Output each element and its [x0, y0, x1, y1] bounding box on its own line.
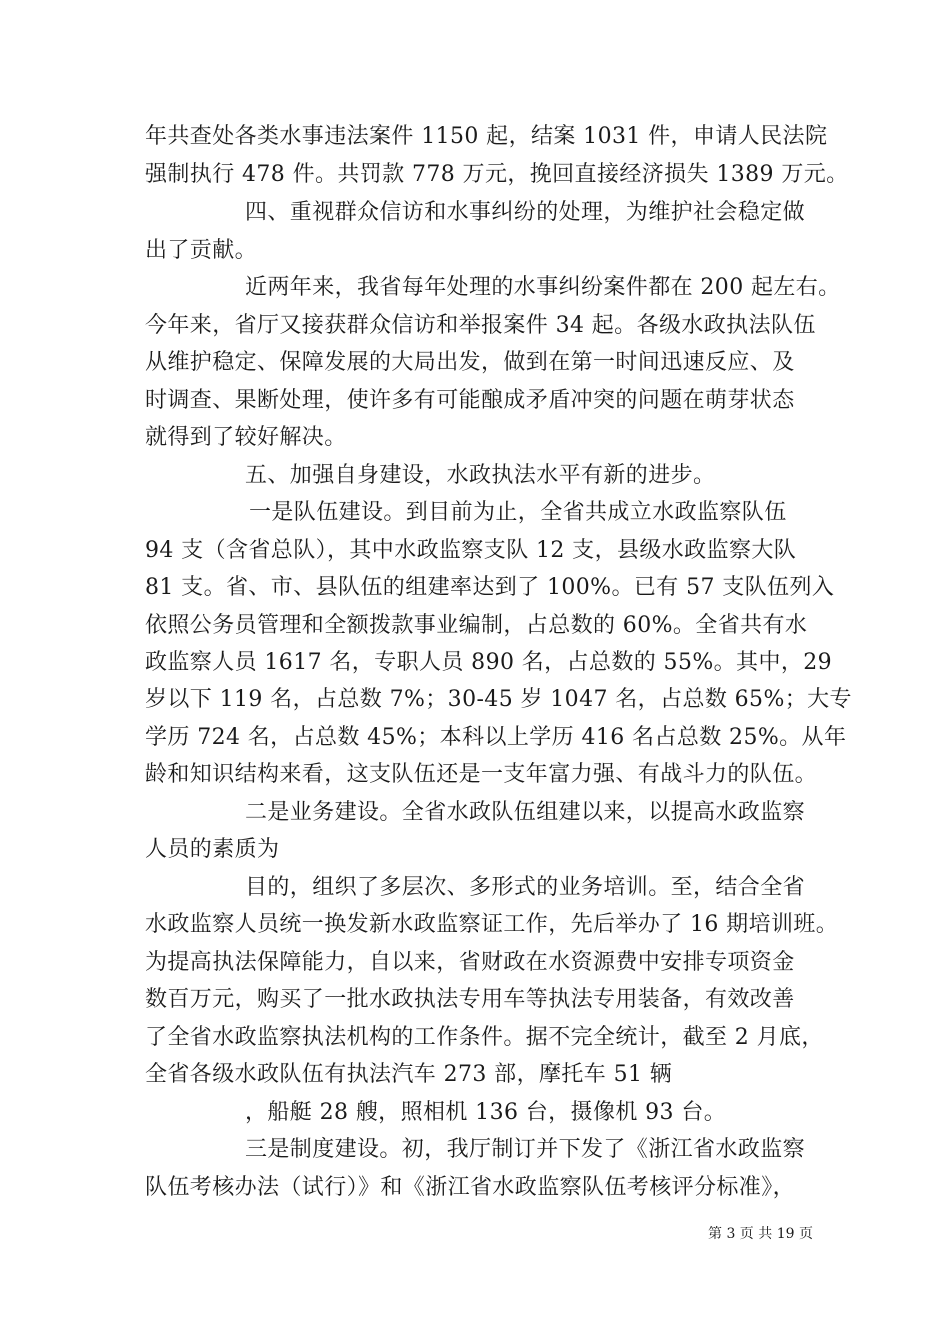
text-line: 政监察人员 1617 名，专职人员 890 名，占总数的 55%。其中，29 — [145, 650, 833, 675]
text-line: 水政监察人员统一换发新水政监察证工作，先后举办了 16 期培训班。 — [145, 912, 839, 937]
text-line: 年共查处各类水事违法案件 1150 起，结案 1031 件，申请人民法院 — [145, 124, 828, 149]
text-line: 94 支（含省总队），其中水政监察支队 12 支，县级水政监察大队 — [145, 538, 797, 563]
text-line: 学历 724 名，占总数 45%；本科以上学历 416 名占总数 25%。从年 — [145, 725, 847, 750]
text-line: 数百万元，购买了一批水政执法专用车等执法专用装备，有效改善 — [145, 987, 795, 1012]
text-line: 近两年来，我省每年处理的水事纠纷案件都在 200 起左右。 — [245, 275, 841, 300]
text-line: 人员的素质为 — [145, 837, 280, 862]
text-line: 强制执行 478 件。共罚款 778 万元，挽回直接经济损失 1389 万元。 — [145, 162, 849, 187]
text-line: 三是制度建设。初，我厅制订并下发了《浙江省水政监察 — [245, 1137, 806, 1162]
text-line: 了全省水政监察执法机构的工作条件。据不完全统计，截至 2 月底， — [145, 1025, 824, 1050]
text-line: 二是业务建设。全省水政队伍组建以来，以提高水政监察 — [245, 800, 806, 825]
text-line: 四、重视群众信访和水事纠纷的处理，为维护社会稳定做 — [245, 200, 806, 225]
text-line: 队伍考核办法（试行）》和《浙江省水政监察队伍考核评分标准》， — [145, 1175, 796, 1200]
text-line: 五、加强自身建设，水政执法水平有新的进步。 — [245, 463, 716, 488]
text-line: 就得到了较好解决。 — [145, 425, 347, 450]
text-line: 依照公务员管理和全额拨款事业编制，占总数的 60%。全省共有水 — [145, 613, 808, 638]
text-line: 目的，组织了多层次、多形式的业务培训。至，结合全省 — [245, 875, 806, 900]
text-line: 时调查、果断处理，使许多有可能酿成矛盾冲突的问题在萌芽状态 — [145, 388, 795, 413]
text-line: 一是队伍建设。到目前为止，全省共成立水政监察队伍 — [249, 500, 787, 525]
text-line: 岁以下 119 名，占总数 7%；30-45 岁 1047 名，占总数 65%；大专 — [145, 687, 852, 712]
page-number: 第 3 页 共 19 页 — [708, 1226, 813, 1242]
text-line: 从维护稳定、保障发展的大局出发，做到在第一时间迅速反应、及 — [145, 350, 795, 375]
text-line: 今年来，省厅又接获群众信访和举报案件 34 起。各级水政执法队伍 — [145, 313, 816, 338]
text-line: 为提高执法保障能力，自以来，省财政在水资源费中安排专项资金 — [145, 950, 795, 975]
text-line: 81 支。省、市、县队伍的组建率达到了 100%。已有 57 支队伍列入 — [145, 575, 835, 600]
text-line: 全省各级水政队伍有执法汽车 273 部，摩托车 51 辆 — [145, 1062, 673, 1087]
text-line: 龄和知识结构来看，这支队伍还是一支年富力强、有战斗力的队伍。 — [145, 762, 818, 787]
text-line: 出了贡献。 — [145, 238, 258, 263]
text-line: ，船艇 28 艘，照相机 136 台，摄像机 93 台。 — [245, 1100, 727, 1125]
